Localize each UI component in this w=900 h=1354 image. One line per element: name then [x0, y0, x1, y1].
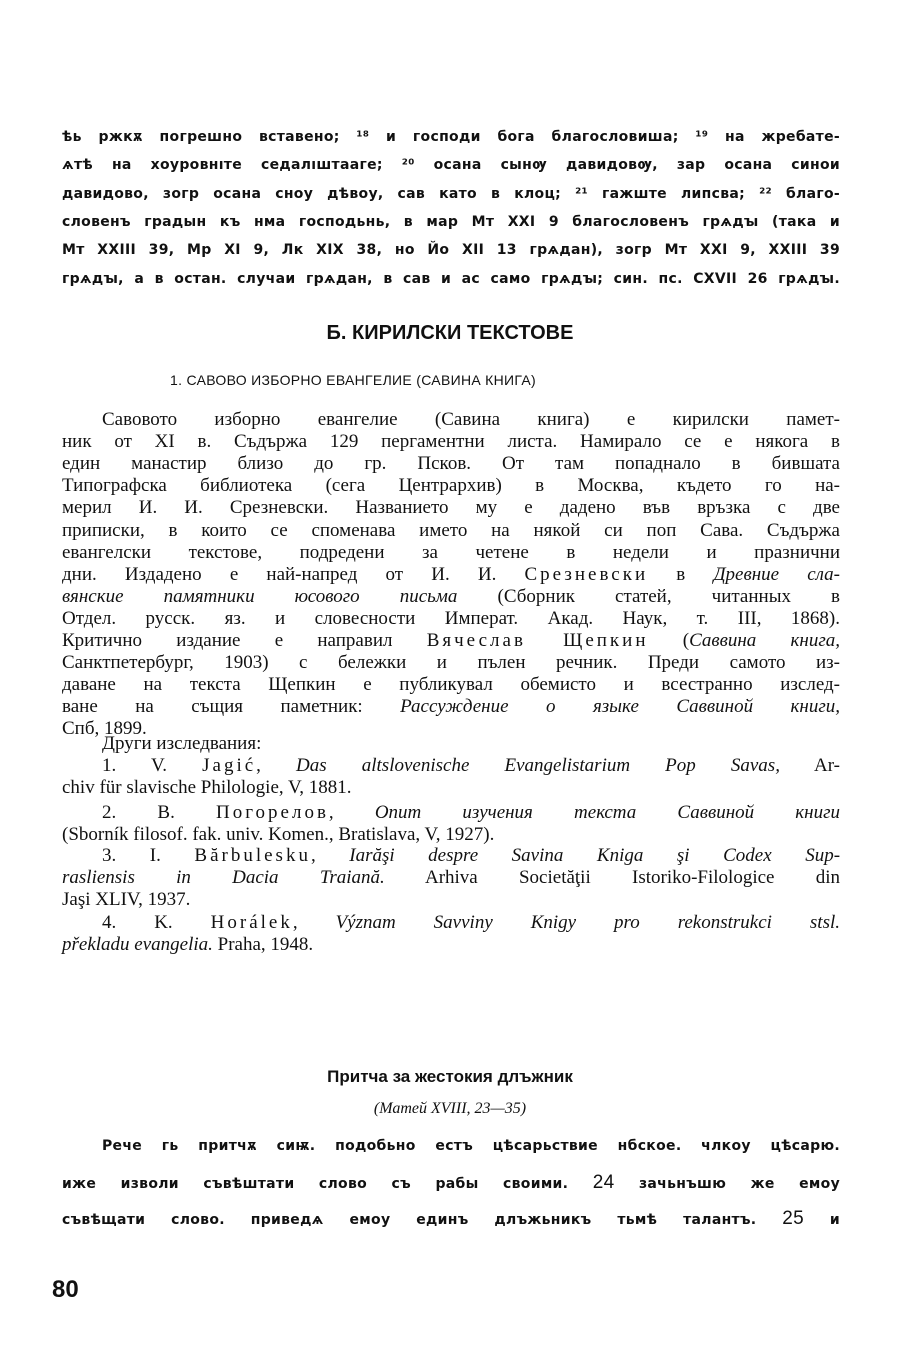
text-segment: , [256, 755, 297, 776]
italic-segment: Древние сла- [713, 563, 840, 585]
text-line [62, 824, 840, 846]
text-line [62, 608, 840, 630]
text-segment: 25 [782, 1208, 805, 1229]
text-line [62, 268, 840, 290]
text-line [62, 126, 840, 148]
text-segment: давидово, зогр осана сноу дѣвоу, сав като в клоц; ²¹ гажште липсва; ²² благо- [62, 185, 840, 202]
text-line [62, 475, 840, 497]
italic-segment: Iarăşi despre Savina Kniga şi Codex Sup- [349, 845, 841, 866]
italic-segment: вянские памятники юсового письма [62, 585, 458, 607]
text-segment: 3. I. [102, 845, 195, 866]
spaced-name-segment: Срезневски [524, 563, 649, 585]
text-line [102, 1135, 840, 1157]
text-line [62, 674, 840, 696]
text-segment: приписки, в които се споменава името на някой си поп Сава. Съдържа [62, 519, 840, 541]
subsection-heading: 1. САВОВО ИЗБОРНО ЕВАНГЕЛИЕ (САВИНА КНИГА) [170, 372, 536, 388]
text-line [62, 889, 840, 911]
italic-segment: Das altslovenische Evangelistarium Pop Savas, [296, 755, 780, 776]
text-line [62, 431, 840, 453]
text-line [62, 542, 840, 564]
text-line [102, 845, 840, 867]
text-segment: , [310, 845, 350, 866]
text-segment: зачьнъшю же емоу [614, 1175, 840, 1192]
text-line [62, 934, 840, 956]
italic-segment: překladu evangelia. [62, 934, 213, 955]
italic-segment: Опит изучения текста Саввиной книги [374, 802, 840, 823]
text-line [62, 867, 840, 889]
text-segment: евангелски текстове, подредени за четене в недели и празнични [62, 541, 840, 563]
text-segment: 4. K. [102, 912, 211, 933]
text-line [102, 912, 840, 934]
text-segment: Савовото изборно евангелие (Савина книга) е кирилски памет- [102, 409, 840, 430]
text-segment: 2. В. [102, 802, 216, 823]
page-number: 80 [52, 1276, 79, 1303]
italic-segment: Саввина книга, [689, 630, 841, 651]
text-line [62, 1172, 840, 1195]
text-line [102, 755, 840, 777]
text-segment: ѣь ржкѫ погрешно вставено; ¹⁸ и господи бога благословиша; ¹⁹ на жребате- [62, 129, 840, 145]
text-segment: Рече гь притчѫ сиѭ. подобьно естъ цѣсарьствие нбское. члкоу цѣсарю. [102, 1138, 840, 1154]
text-segment: 1. V. [102, 755, 203, 776]
text-segment: , [292, 912, 336, 933]
text-line [62, 239, 840, 261]
text-line [62, 564, 840, 586]
text-line [62, 696, 840, 718]
text-segment: Praha, 1948. [212, 934, 314, 955]
other-studies-label: Други изследвания: [102, 733, 262, 754]
text-segment: (Sborník filosof. fak. univ. Komen., Bratislava, V, 1927). [62, 824, 495, 845]
spaced-name-segment: Horálek [210, 912, 293, 933]
text-segment: в [648, 563, 714, 585]
text-line [62, 1208, 840, 1231]
text-segment: съвѣщати слово. приведѧ емоу единъ длъжьникъ тьмѣ талантъ. [62, 1212, 783, 1228]
text-segment: Ar- [779, 755, 840, 776]
text-title: Притча за жестокия длъжник [327, 1067, 573, 1086]
text-segment: и [804, 1212, 840, 1228]
text-line [62, 630, 840, 652]
text-line [62, 453, 840, 475]
text-line [62, 211, 840, 233]
text-segment: ѧтѣ на хоуровнıте седалıштааге; ²⁰ осана сынѹ давидовѹ, зар осана синои [62, 157, 840, 174]
text-line [62, 497, 840, 519]
text-segment: Отдел. русск. яз. и словесности Императ. Акад. Наук, т. III, 1868). [62, 607, 840, 629]
spaced-name-segment: Jagić [202, 755, 257, 776]
text-segment: грѧдꙑ, а в остан. случаи грѧдан, в сав и ас само грѧдꙑ; син. пс. CXVII 26 грѧдꙑ. [62, 270, 840, 287]
text-segment: Спб, 1899. [62, 718, 147, 740]
text-line [102, 802, 840, 824]
text-line [62, 154, 840, 176]
text-line [62, 652, 840, 674]
text-segment: даване на текста Щепкин е публикувал обемисто и всестранно изслед- [62, 674, 840, 696]
text-segment: един манастир близо до гр. Псков. От там попаднало в бившата [62, 453, 840, 475]
spaced-name-segment: Bărbulesku [194, 845, 311, 866]
text-segment: (Сборник статей, читанных в [457, 585, 840, 607]
text-segment: дни. Издадено е най-напред от И. И. [62, 563, 525, 585]
text-segment: ( [648, 630, 690, 651]
italic-segment: Význam Savviny Knigy pro rekonstrukci stsl. [335, 912, 841, 933]
text-segment: иже изволи съвѣштати слово съ рабы своими. [62, 1175, 593, 1192]
spaced-name-segment: Погорелов [215, 802, 329, 823]
text-segment: ник от XI в. Съдържа 129 пергаментни листа. Намирало се е някога в [62, 431, 840, 453]
text-segment: словенъ градын къ нма господьнь, в мар Мт XXI 9 благословенъ грѧдꙑ (така и [62, 213, 840, 230]
text-line [62, 586, 840, 608]
text-subtitle: (Матей XVIII, 23—35) [373, 1100, 527, 1117]
text-segment: Arhiva Societăţii Istoriko-Filologice din [384, 867, 841, 888]
italic-segment: rasliensis in Dacia Traiană. [62, 867, 385, 888]
text-line [62, 183, 840, 205]
spaced-name-segment: Вячеслав Щепкин [426, 630, 649, 651]
text-line [62, 777, 840, 799]
text-segment: 24 [592, 1171, 615, 1193]
text-segment: мерил И. И. Срезневски. Названието му е дадено във връзка с две [62, 497, 840, 519]
text-segment: chiv für slavische Philologie, V, 1881. [62, 777, 352, 798]
text-segment: , [328, 802, 375, 823]
text-segment: Типографска библиотека (сега Центрархив) в Москва, където го на- [62, 475, 840, 497]
text-segment: Санктпетербург, 1903) с бележки и пълен речник. Преди самото из- [62, 652, 840, 674]
text-segment: Мт XXIII 39, Мр XI 9, Лк XIX 38, но Йо XII 13 грѧдан), зогр Мт XXI 9, XXIII 39 [62, 242, 840, 259]
text-segment: Критично издание е направил [62, 630, 427, 651]
italic-segment: Рассуждение о языке Саввиной книги, [400, 696, 840, 718]
text-segment: ване на същия паметник: [62, 696, 401, 718]
text-line [62, 520, 840, 542]
text-segment: Jaşi XLIV, 1937. [62, 889, 191, 910]
text-line [102, 409, 840, 431]
section-heading: Б. КИРИЛСКИ ТЕКСТОВЕ [326, 322, 574, 344]
